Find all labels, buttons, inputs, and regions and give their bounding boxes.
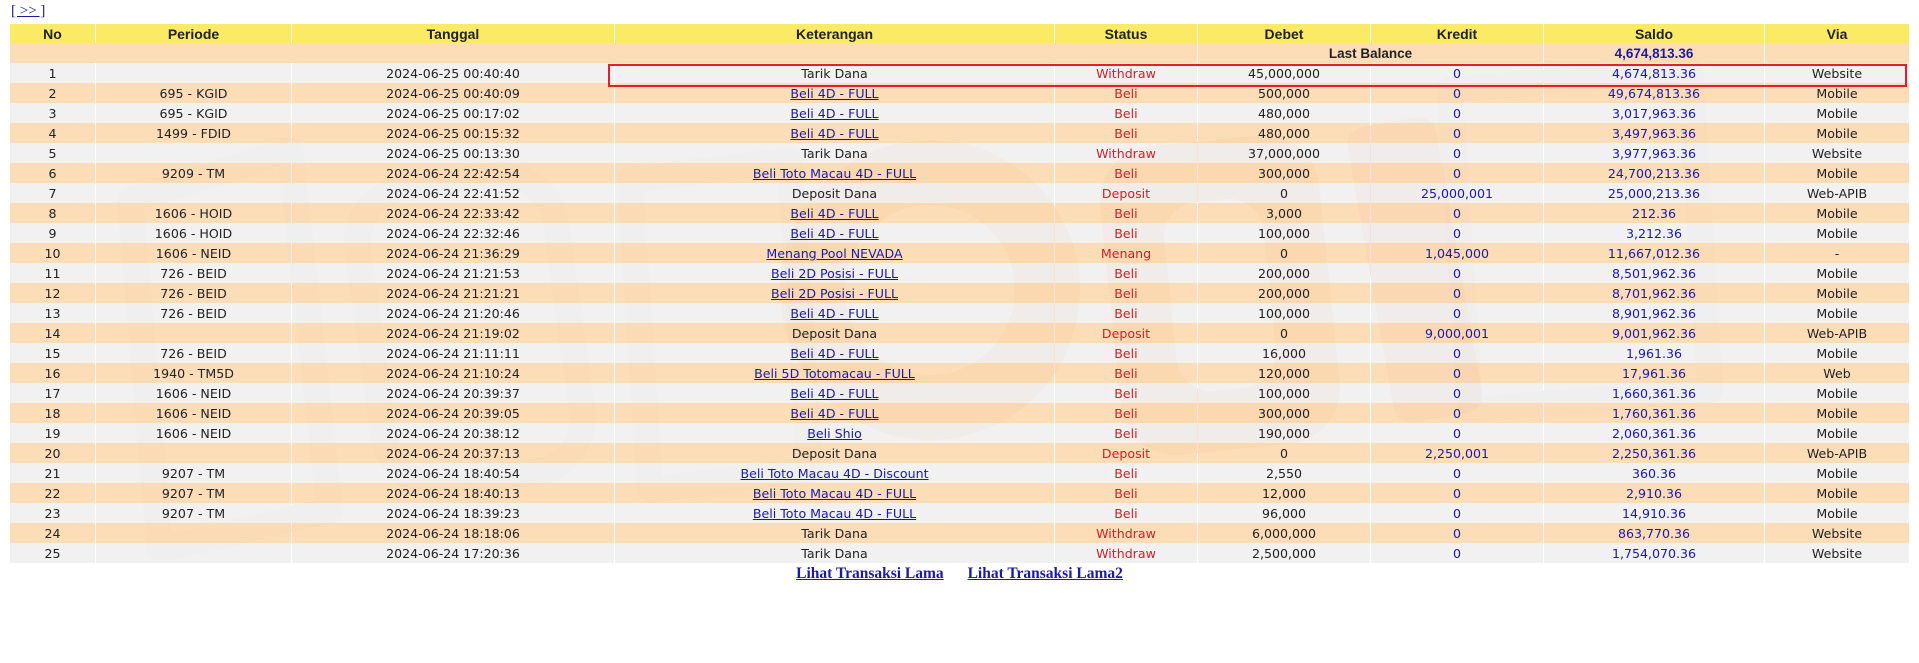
transaction-detail-link[interactable]: Beli 4D - FULL xyxy=(790,85,879,101)
cell-debet: 480,000 xyxy=(1198,123,1370,143)
cell-periode: 726 - BEID xyxy=(96,283,291,303)
cell-keterangan xyxy=(615,243,1054,263)
cell-saldo: 8,501,962.36 xyxy=(1544,263,1764,283)
transaction-detail-link[interactable]: Beli 2D Posisi - FULL xyxy=(770,265,899,281)
cell-via: Mobile xyxy=(1765,383,1909,403)
col-header-no: No xyxy=(10,24,95,43)
cell-keterangan xyxy=(615,223,1054,243)
cell-no: 15 xyxy=(10,343,95,363)
cell-status: Beli xyxy=(1055,423,1197,443)
cell-tanggal: 2024-06-24 18:40:13 xyxy=(292,483,614,503)
cell-keterangan: Tarik Dana xyxy=(615,523,1054,543)
transaction-detail-link[interactable]: Beli 2D Posisi - FULL xyxy=(770,285,899,301)
table-row xyxy=(10,203,1909,223)
cell-periode: 1606 - NEID xyxy=(96,423,291,443)
cell-via: Mobile xyxy=(1765,263,1909,283)
cell-saldo: 25,000,213.36 xyxy=(1544,183,1764,203)
table-row xyxy=(10,123,1909,143)
table-row xyxy=(10,423,1909,443)
cell-status: Beli xyxy=(1055,343,1197,363)
cell-keterangan xyxy=(615,363,1054,383)
cell-saldo: 49,674,813.36 xyxy=(1544,83,1764,103)
cell-via: Website xyxy=(1765,63,1909,83)
cell-saldo: 1,961.36 xyxy=(1544,343,1764,363)
table-row xyxy=(10,383,1909,403)
cell-saldo: 3,977,963.36 xyxy=(1544,143,1764,163)
cell-kredit: 0 xyxy=(1371,503,1543,523)
transaction-detail-link[interactable]: Beli 4D - FULL xyxy=(790,225,879,241)
cell-status: Beli xyxy=(1055,303,1197,323)
cell-saldo: 1,760,361.36 xyxy=(1544,403,1764,423)
cell-no: 23 xyxy=(10,503,95,523)
cell-via: Web xyxy=(1765,363,1909,383)
cell-status: Beli xyxy=(1055,463,1197,483)
cell-debet: 12,000 xyxy=(1198,483,1370,503)
cell-saldo: 1,754,070.36 xyxy=(1544,543,1764,563)
cell-periode: 1606 - NEID xyxy=(96,383,291,403)
table-row xyxy=(10,163,1909,183)
cell-keterangan xyxy=(615,283,1054,303)
col-header-kredit: Kredit xyxy=(1371,24,1543,43)
cell-periode: 695 - KGID xyxy=(96,103,291,123)
cell-keterangan xyxy=(615,423,1054,443)
cell-debet: 100,000 xyxy=(1198,383,1370,403)
cell-periode: 9207 - TM xyxy=(96,483,291,503)
table-row xyxy=(10,483,1909,503)
cell-no: 18 xyxy=(10,403,95,423)
cell-tanggal: 2024-06-25 00:13:30 xyxy=(292,143,614,163)
cell-status: Beli xyxy=(1055,223,1197,243)
cell-status: Withdraw xyxy=(1055,543,1197,563)
cell-status: Beli xyxy=(1055,383,1197,403)
cell-debet: 2,550 xyxy=(1198,463,1370,483)
cell-kredit: 25,000,001 xyxy=(1371,183,1543,203)
col-header-saldo: Saldo xyxy=(1544,24,1764,43)
cell-keterangan: Deposit Dana xyxy=(615,183,1054,203)
cell-no: 14 xyxy=(10,323,95,343)
cell-kredit: 0 xyxy=(1371,303,1543,323)
cell-saldo: 3,497,963.36 xyxy=(1544,123,1764,143)
cell-saldo: 2,060,361.36 xyxy=(1544,423,1764,443)
cell-saldo: 360.36 xyxy=(1544,463,1764,483)
footer-links xyxy=(0,565,1919,583)
cell-status: Beli xyxy=(1055,163,1197,183)
cell-kredit: 0 xyxy=(1371,403,1543,423)
cell-debet: 96,000 xyxy=(1198,503,1370,523)
col-header-periode: Periode xyxy=(96,24,291,43)
cell-no: 25 xyxy=(10,543,95,563)
cell-saldo: 3,212.36 xyxy=(1544,223,1764,243)
old-transactions-link[interactable]: Lihat Transaksi Lama xyxy=(796,565,944,582)
cell-status: Beli xyxy=(1055,483,1197,503)
cell-debet: 45,000,000 xyxy=(1198,63,1370,83)
transaction-detail-link[interactable]: Beli 4D - FULL xyxy=(790,385,879,401)
cell-via: Mobile xyxy=(1765,123,1909,143)
cell-status: Beli xyxy=(1055,83,1197,103)
cell-saldo: 24,700,213.36 xyxy=(1544,163,1764,183)
transaction-detail-link[interactable]: Beli Toto Macau 4D - FULL xyxy=(752,485,917,501)
cell-kredit: 0 xyxy=(1371,203,1543,223)
cell-via: - xyxy=(1765,243,1909,263)
table-row xyxy=(10,323,1909,343)
cell-saldo: 14,910.36 xyxy=(1544,503,1764,523)
cell-no: 8 xyxy=(10,203,95,223)
table-row xyxy=(10,363,1909,383)
cell-via: Mobile xyxy=(1765,423,1909,443)
cell-kredit: 0 xyxy=(1371,103,1543,123)
transaction-table xyxy=(9,24,1910,563)
cell-saldo: 11,667,012.36 xyxy=(1544,243,1764,263)
cell-saldo: 4,674,813.36 xyxy=(1544,63,1764,83)
cell-kredit: 0 xyxy=(1371,283,1543,303)
pagination-nav xyxy=(11,3,45,20)
last-balance-value: 4,674,813.36 xyxy=(1544,43,1764,63)
cell-no: 4 xyxy=(10,123,95,143)
cell-tanggal: 2024-06-24 22:32:46 xyxy=(292,223,614,243)
cell-tanggal: 2024-06-24 21:21:21 xyxy=(292,283,614,303)
table-row xyxy=(10,183,1909,203)
cell-via: Mobile xyxy=(1765,283,1909,303)
cell-saldo: 8,901,962.36 xyxy=(1544,303,1764,323)
cell-kredit: 0 xyxy=(1371,223,1543,243)
cell-debet: 300,000 xyxy=(1198,163,1370,183)
cell-no: 20 xyxy=(10,443,95,463)
cell-debet: 480,000 xyxy=(1198,103,1370,123)
col-header-keterangan: Keterangan xyxy=(615,24,1054,43)
transaction-detail-link[interactable]: Beli 4D - FULL xyxy=(790,345,879,361)
cell-periode: 726 - BEID xyxy=(96,303,291,323)
cell-debet: 37,000,000 xyxy=(1198,143,1370,163)
cell-debet: 0 xyxy=(1198,243,1370,263)
cell-tanggal: 2024-06-24 17:20:36 xyxy=(292,543,614,563)
cell-via: Web-APIB xyxy=(1765,323,1909,343)
table-row xyxy=(10,463,1909,483)
cell-via: Mobile xyxy=(1765,503,1909,523)
cell-keterangan xyxy=(615,403,1054,423)
table-row xyxy=(10,403,1909,423)
old-transactions2-link[interactable]: Lihat Transaksi Lama2 xyxy=(967,565,1123,582)
cell-periode: 695 - KGID xyxy=(96,83,291,103)
cell-debet: 200,000 xyxy=(1198,263,1370,283)
cell-debet: 0 xyxy=(1198,443,1370,463)
cell-periode xyxy=(96,443,291,463)
cell-via: Mobile xyxy=(1765,483,1909,503)
cell-periode: 1606 - HOID xyxy=(96,223,291,243)
cell-tanggal: 2024-06-24 18:39:23 xyxy=(292,503,614,523)
table-row xyxy=(10,283,1909,303)
cell-tanggal: 2024-06-24 20:37:13 xyxy=(292,443,614,463)
cell-status: Withdraw xyxy=(1055,523,1197,543)
cell-keterangan xyxy=(615,103,1054,123)
cell-debet: 0 xyxy=(1198,323,1370,343)
cell-via: Mobile xyxy=(1765,303,1909,323)
cell-debet: 3,000 xyxy=(1198,203,1370,223)
cell-no: 7 xyxy=(10,183,95,203)
cell-no: 12 xyxy=(10,283,95,303)
cell-saldo: 2,910.36 xyxy=(1544,483,1764,503)
cell-periode xyxy=(96,543,291,563)
cell-tanggal: 2024-06-25 00:17:02 xyxy=(292,103,614,123)
cell-keterangan xyxy=(615,463,1054,483)
cell-via: Website xyxy=(1765,523,1909,543)
cell-no: 10 xyxy=(10,243,95,263)
cell-kredit: 0 xyxy=(1371,143,1543,163)
cell-no: 5 xyxy=(10,143,95,163)
cell-no: 1 xyxy=(10,63,95,83)
cell-periode xyxy=(96,523,291,543)
cell-via: Mobile xyxy=(1765,203,1909,223)
cell-keterangan xyxy=(615,343,1054,363)
cell-via: Website xyxy=(1765,143,1909,163)
cell-no: 11 xyxy=(10,263,95,283)
cell-keterangan: Tarik Dana xyxy=(615,143,1054,163)
cell-no: 9 xyxy=(10,223,95,243)
cell-tanggal: 2024-06-24 21:11:11 xyxy=(292,343,614,363)
transaction-detail-link[interactable]: Beli 4D - FULL xyxy=(790,125,879,141)
cell-status: Deposit xyxy=(1055,183,1197,203)
cell-status: Beli xyxy=(1055,403,1197,423)
transaction-detail-link[interactable]: Menang Pool NEVADA xyxy=(766,245,903,261)
cell-via: Mobile xyxy=(1765,223,1909,243)
table-header-row xyxy=(10,24,1909,43)
cell-tanggal: 2024-06-25 00:40:09 xyxy=(292,83,614,103)
cell-debet: 100,000 xyxy=(1198,303,1370,323)
cell-via: Web-APIB xyxy=(1765,183,1909,203)
cell-debet: 120,000 xyxy=(1198,363,1370,383)
cell-kredit: 0 xyxy=(1371,383,1543,403)
cell-tanggal: 2024-06-24 22:42:54 xyxy=(292,163,614,183)
cell-periode xyxy=(96,143,291,163)
cell-keterangan xyxy=(615,383,1054,403)
table-row xyxy=(10,103,1909,123)
cell-periode xyxy=(96,63,291,83)
cell-kredit: 2,250,001 xyxy=(1371,443,1543,463)
cell-kredit: 0 xyxy=(1371,163,1543,183)
cell-saldo: 9,001,962.36 xyxy=(1544,323,1764,343)
cell-keterangan xyxy=(615,83,1054,103)
table-row xyxy=(10,143,1909,163)
transaction-detail-link[interactable]: Beli 4D - FULL xyxy=(790,405,879,421)
cell-periode: 726 - BEID xyxy=(96,343,291,363)
cell-periode: 1606 - NEID xyxy=(96,243,291,263)
cell-debet: 2,500,000 xyxy=(1198,543,1370,563)
cell-kredit: 0 xyxy=(1371,123,1543,143)
cell-no: 21 xyxy=(10,463,95,483)
cell-kredit: 0 xyxy=(1371,423,1543,443)
cell-no: 16 xyxy=(10,363,95,383)
cell-via: Web-APIB xyxy=(1765,443,1909,463)
cell-debet: 6,000,000 xyxy=(1198,523,1370,543)
cell-tanggal: 2024-06-24 20:39:37 xyxy=(292,383,614,403)
cell-status: Beli xyxy=(1055,283,1197,303)
transaction-detail-link[interactable]: Beli Toto Macau 4D - FULL xyxy=(752,505,917,521)
cell-tanggal: 2024-06-24 21:21:53 xyxy=(292,263,614,283)
cell-kredit: 0 xyxy=(1371,83,1543,103)
transaction-detail-link[interactable]: Beli 5D Totomacau - FULL xyxy=(754,365,915,381)
transaction-detail-link[interactable]: Beli 4D - FULL xyxy=(790,105,879,121)
cell-tanggal: 2024-06-24 20:38:12 xyxy=(292,423,614,443)
cell-status: Deposit xyxy=(1055,323,1197,343)
col-header-status: Status xyxy=(1055,24,1197,43)
next-page-link[interactable]: [ >> ] xyxy=(11,3,46,19)
cell-status: Beli xyxy=(1055,503,1197,523)
cell-debet: 200,000 xyxy=(1198,283,1370,303)
cell-tanggal: 2024-06-24 22:41:52 xyxy=(292,183,614,203)
col-header-debet: Debet xyxy=(1198,24,1370,43)
cell-no: 6 xyxy=(10,163,95,183)
cell-debet: 300,000 xyxy=(1198,403,1370,423)
cell-saldo: 212.36 xyxy=(1544,203,1764,223)
cell-keterangan xyxy=(615,483,1054,503)
cell-keterangan: Deposit Dana xyxy=(615,323,1054,343)
cell-periode: 1606 - NEID xyxy=(96,403,291,423)
table-row xyxy=(10,523,1909,543)
table-row xyxy=(10,63,1909,83)
cell-no: 24 xyxy=(10,523,95,543)
cell-via: Mobile xyxy=(1765,103,1909,123)
cell-debet: 100,000 xyxy=(1198,223,1370,243)
cell-no: 2 xyxy=(10,83,95,103)
cell-no: 17 xyxy=(10,383,95,403)
cell-tanggal: 2024-06-24 18:18:06 xyxy=(292,523,614,543)
table-row xyxy=(10,443,1909,463)
cell-kredit: 1,045,000 xyxy=(1371,243,1543,263)
cell-saldo: 3,017,963.36 xyxy=(1544,103,1764,123)
cell-keterangan: Tarik Dana xyxy=(615,543,1054,563)
cell-tanggal: 2024-06-25 00:15:32 xyxy=(292,123,614,143)
cell-kredit: 0 xyxy=(1371,523,1543,543)
cell-kredit: 0 xyxy=(1371,463,1543,483)
table-row xyxy=(10,263,1909,283)
transaction-detail-link[interactable]: Beli 4D - FULL xyxy=(790,205,879,221)
cell-keterangan xyxy=(615,203,1054,223)
cell-keterangan xyxy=(615,123,1054,143)
cell-status: Menang xyxy=(1055,243,1197,263)
cell-periode: 9207 - TM xyxy=(96,503,291,523)
cell-status: Beli xyxy=(1055,203,1197,223)
cell-no: 22 xyxy=(10,483,95,503)
table-row xyxy=(10,303,1909,323)
cell-saldo: 2,250,361.36 xyxy=(1544,443,1764,463)
cell-status: Beli xyxy=(1055,263,1197,283)
cell-status: Beli xyxy=(1055,103,1197,123)
last-balance-row xyxy=(10,43,1909,63)
cell-saldo: 8,701,962.36 xyxy=(1544,283,1764,303)
cell-periode: 1940 - TM5D xyxy=(96,363,291,383)
cell-tanggal: 2024-06-24 20:39:05 xyxy=(292,403,614,423)
cell-kredit: 0 xyxy=(1371,63,1543,83)
cell-keterangan: Deposit Dana xyxy=(615,443,1054,463)
cell-kredit: 0 xyxy=(1371,343,1543,363)
cell-no: 19 xyxy=(10,423,95,443)
transaction-detail-link[interactable]: Beli Toto Macau 4D - FULL xyxy=(752,165,917,181)
table-row xyxy=(10,243,1909,263)
cell-kredit: 0 xyxy=(1371,363,1543,383)
cell-saldo: 17,961.36 xyxy=(1544,363,1764,383)
cell-tanggal: 2024-06-24 18:40:54 xyxy=(292,463,614,483)
cell-debet: 190,000 xyxy=(1198,423,1370,443)
cell-tanggal: 2024-06-24 21:19:02 xyxy=(292,323,614,343)
cell-keterangan xyxy=(615,503,1054,523)
cell-tanggal: 2024-06-24 22:33:42 xyxy=(292,203,614,223)
cell-no: 13 xyxy=(10,303,95,323)
cell-keterangan xyxy=(615,163,1054,183)
cell-tanggal: 2024-06-24 21:36:29 xyxy=(292,243,614,263)
cell-periode xyxy=(96,183,291,203)
cell-via: Mobile xyxy=(1765,83,1909,103)
cell-keterangan xyxy=(615,303,1054,323)
cell-kredit: 0 xyxy=(1371,263,1543,283)
cell-status: Beli xyxy=(1055,363,1197,383)
cell-tanggal: 2024-06-25 00:40:40 xyxy=(292,63,614,83)
table-row xyxy=(10,223,1909,243)
cell-status: Withdraw xyxy=(1055,143,1197,163)
table-row xyxy=(10,543,1909,563)
cell-no: 3 xyxy=(10,103,95,123)
cell-keterangan: Tarik Dana xyxy=(615,63,1054,83)
cell-status: Beli xyxy=(1055,123,1197,143)
cell-via: Website xyxy=(1765,543,1909,563)
cell-via: Mobile xyxy=(1765,163,1909,183)
col-header-tanggal: Tanggal xyxy=(292,24,614,43)
cell-saldo: 863,770.36 xyxy=(1544,523,1764,543)
cell-status: Deposit xyxy=(1055,443,1197,463)
cell-periode: 1499 - FDID xyxy=(96,123,291,143)
table-row xyxy=(10,503,1909,523)
cell-kredit: 0 xyxy=(1371,483,1543,503)
table-row xyxy=(10,83,1909,103)
cell-periode: 1606 - HOID xyxy=(96,203,291,223)
cell-debet: 16,000 xyxy=(1198,343,1370,363)
table-row xyxy=(10,343,1909,363)
col-header-via: Via xyxy=(1765,24,1909,43)
transaction-detail-link[interactable]: Beli Shio xyxy=(807,425,862,441)
cell-via: Mobile xyxy=(1765,343,1909,363)
cell-debet: 0 xyxy=(1198,183,1370,203)
cell-periode: 9209 - TM xyxy=(96,163,291,183)
cell-tanggal: 2024-06-24 21:20:46 xyxy=(292,303,614,323)
cell-via: Mobile xyxy=(1765,403,1909,423)
transaction-detail-link[interactable]: Beli 4D - FULL xyxy=(790,305,879,321)
cell-via: Mobile xyxy=(1765,463,1909,483)
cell-kredit: 9,000,001 xyxy=(1371,323,1543,343)
cell-status: Withdraw xyxy=(1055,63,1197,83)
transaction-detail-link[interactable]: Beli Toto Macau 4D - Discount xyxy=(740,465,929,481)
cell-kredit: 0 xyxy=(1371,543,1543,563)
last-balance-label: Last Balance xyxy=(1198,43,1543,63)
cell-periode: 726 - BEID xyxy=(96,263,291,283)
cell-debet: 500,000 xyxy=(1198,83,1370,103)
cell-keterangan xyxy=(615,263,1054,283)
cell-periode: 9207 - TM xyxy=(96,463,291,483)
cell-tanggal: 2024-06-24 21:10:24 xyxy=(292,363,614,383)
cell-saldo: 1,660,361.36 xyxy=(1544,383,1764,403)
cell-periode xyxy=(96,323,291,343)
